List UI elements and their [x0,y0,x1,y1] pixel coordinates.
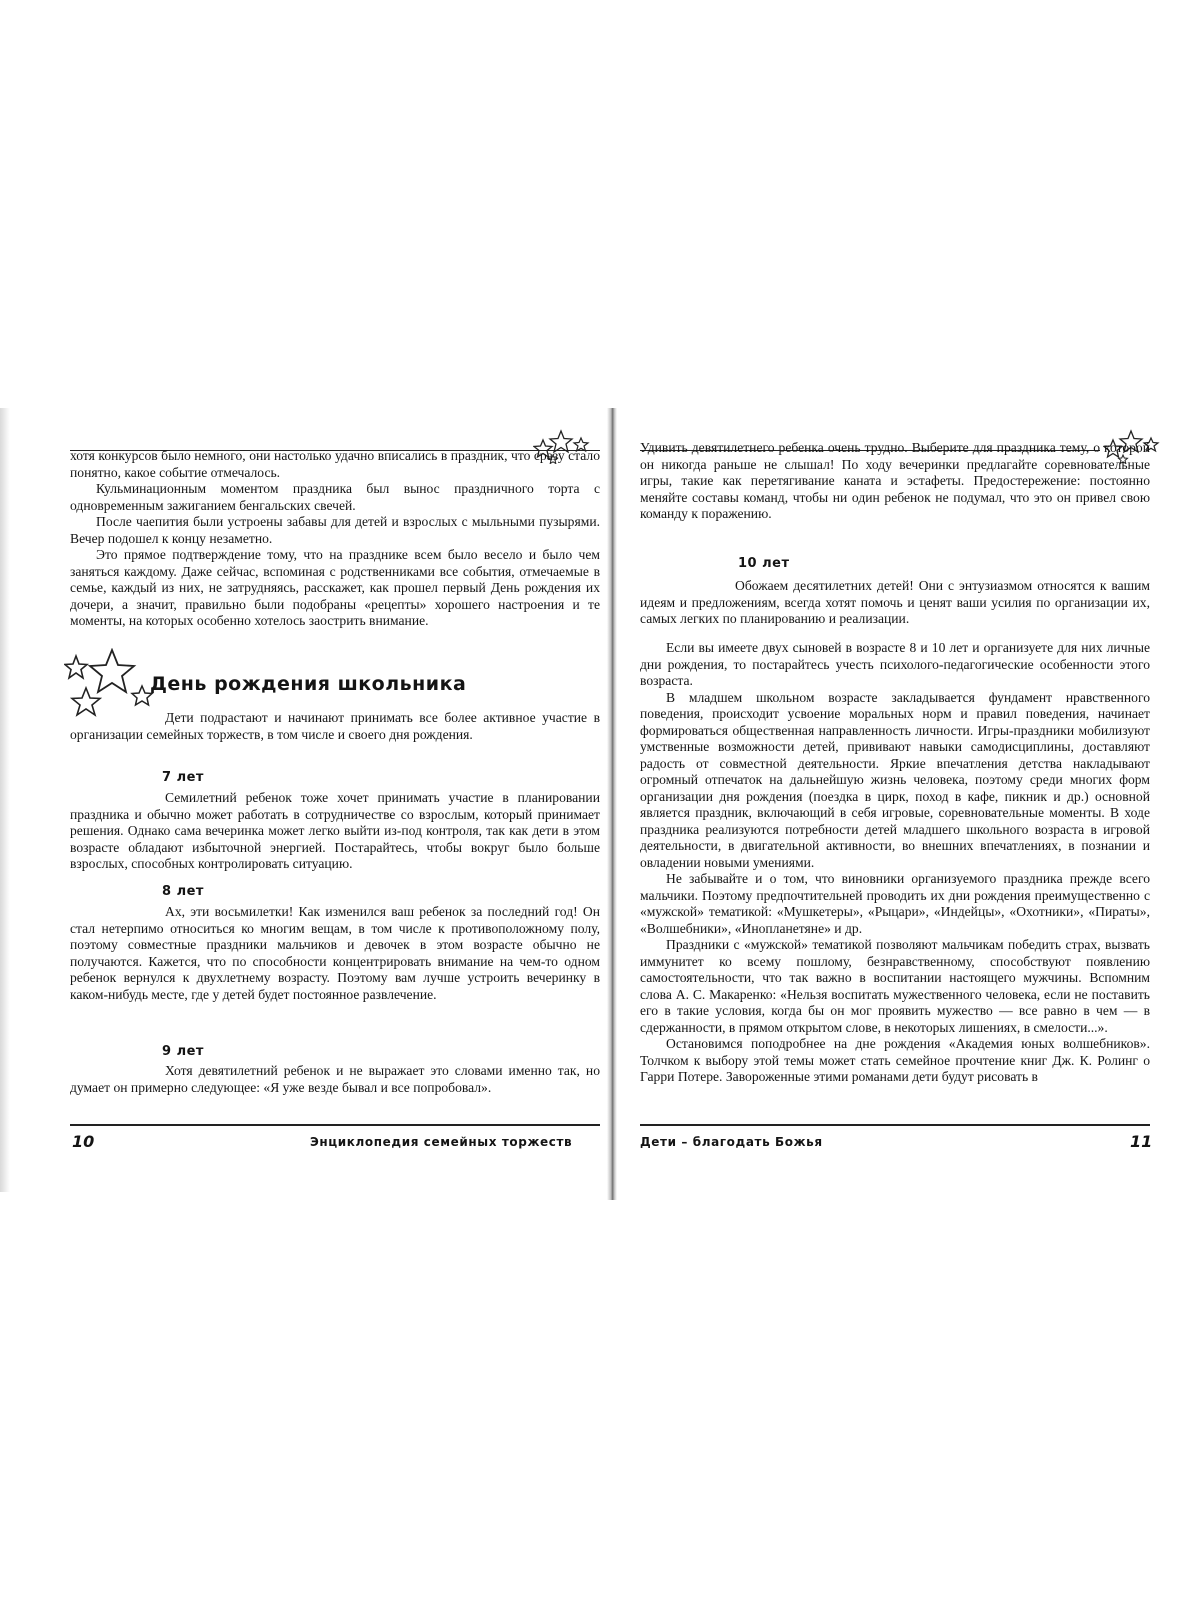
right-page [640,408,1175,1192]
page-number: 11 [1130,1132,1153,1151]
page-edge-shadow [0,408,10,1192]
paragraph: Не забывайте и о том, что виновники организуемого праздника прежде всего мальчики. Поэтому предпочтительней проводить их дни рождения преимущественно с «мужской» тематикой: «Мушкетеры», «Рыцари», «Индейцы», «Охотники», «Пираты», «Волшебники», «Инопланетяне» и др. [640,871,1150,936]
footer-rule [70,1124,600,1126]
age-heading: 7 лет [162,770,204,785]
age7-text [70,790,600,873]
paragraph: Праздники с «мужской» тематикой позволяют мальчикам победить страх, вызвать иммунитет ко всему пошлому, безнравственному, способствуют появлению самостоятельности, что так важно в воспитании настоящего мужчины. Вспомним слова А. С. Макаренко: «Нельзя воспитать мужественного человека, если не поставить его в такие условия, когда бы он мог проявить мужество — все равно в чем — в сдержанности, в прямом открытом слове, в некоторых лишениях, в смелости...». [640,937,1150,1035]
top-text [640,440,1150,523]
paragraph: В младшем школьном возрасте закладывается фундамент нравственного поведения, происходит усвоение моральных норм и правил поведения, начинает формироваться общественная направленность личности. Игры-праздники мобилизуют умственные возможности детей, прививают навыки самодисциплины, доставляют радость от совместной деятельности. Яркие впечатления детства накладывают огромный отпечаток на дальнейшую жизнь человека, поэтому среди многих форм организации дня рождения (поездка в цирк, поход в кафе, пикник и др.) основной является праздник, включающий в себя игровые, соревновательные моменты. В ходе праздника реализуются потребности детей младшего школьного возраста в игровой деятельности, в двигательной активности, во внешних впечатлениях, в познании и овладении новыми умениями. [640,689,1150,870]
running-title: Дети – благодать Божья [640,1135,823,1149]
paragraph: Кульминационным моментом праздника был вынос праздничного торта с одновременным зажиганием бенгальских свечей. [70,481,600,513]
intro-text [70,448,600,630]
section-intro [70,710,600,743]
running-title: Энциклопедия семейных торжеств [310,1135,573,1149]
left-page [40,408,600,1192]
book-gutter [607,408,617,1200]
section-heading: День рождения школьника [150,673,467,695]
age-heading: 10 лет [738,556,790,571]
age9-text [70,1063,600,1096]
page-number: 10 [72,1132,95,1151]
body-text [640,640,1150,1086]
age-heading: 9 лет [162,1044,204,1059]
paragraph: Дети подрастают и начинают принимать все более активное участие в организации семейных торжеств, в том числе и своего дня рождения. [70,710,600,742]
paragraph: Удивить девятилетнего ребенка очень трудно. Выберите для праздника тему, о которой он никогда раньше не слышал! По ходу вечеринки предлагайте соревновательные игры, такие как перетягивание каната и эстафеты. Предостережение: постоянно меняйте составы команд, чтобы ни один ребенок не подумал, что это он привел свою команду к поражению. [640,440,1150,521]
age8-text [70,904,600,1003]
paragraph: Семилетний ребенок тоже хочет принимать участие в планировании праздника и обычно может работать в сотрудничестве со взрослым, который принимает решения. Однако сама вечеринка может легко выйти из-под контроля, так как дети в этом возрасте обладают избыточной энергией. Постарайтесь, чтобы вокруг было больше взрослых, способных контролировать ситуацию. [70,790,600,871]
footer-rule [640,1124,1150,1126]
paragraph: Обожаем десятилетних детей! Они с энтузиазмом относятся к вашим идеям и предложениям, всегда хотят помочь и ценят ваши усилия по организации их, самых легких по планированию и реализации. [640,578,1150,626]
paragraph: Если вы имеете двух сыновей в возрасте 8 и 10 лет и организуете для них личные дни рождения, то постарайтесь учесть психолого-педагогические особенности этого возраста. [640,640,1150,688]
age10-text [640,578,1150,628]
paragraph: Это прямое подтверждение тому, что на празднике всем было весело и было чем заняться каждому. Даже сейчас, вспоминая с родственниками все события, отмечаемые в семье, каждый из них, не затрудняясь, расскажет, как прошел первый День рождения их дочери, а значит, правильно были подобраны «рецепты» хорошего настроения и те моменты, на которых особенно хотелось заострить внимание. [70,547,600,628]
paragraph: Остановимся поподробнее на дне рождения «Академия юных волшебников». Толчком к выбору этой темы может стать семейное прочтение книг Дж. К. Ролинг о Гарри Потере. Завороженные этими романами дети будут рисовать в [640,1036,1150,1084]
paragraph: хотя конкурсов было немного, они настолько удачно вписались в праздник, что сразу стало понятно, какое событие отмечалось. [70,448,600,480]
age-heading: 8 лет [162,884,204,899]
paragraph: Ах, эти восьмилетки! Как изменился ваш ребенок за последний год! Он стал нетерпимо относиться ко многим вещам, в том числе к противоположному полу, поэтому совместные праздники мальчиков и девочек в этом возрасте обычно не получаются. Кажется, что по способности концентрировать внимание на чем-то одном ребенок вернулся к двухлетнему возрасту. Поэтому вам лучше устроить вечеринку в каком-нибудь месте, где у детей будет постоянное развлечение. [70,904,600,1002]
paragraph: После чаепития были устроены забавы для детей и взрослых с мыльными пузырями. Вечер подошел к концу незаметно. [70,514,600,546]
paragraph: Хотя девятилетний ребенок и не выражает это словами именно так, но думает он примерно следующее: «Я уже везде бывал и все попробовал». [70,1063,600,1095]
